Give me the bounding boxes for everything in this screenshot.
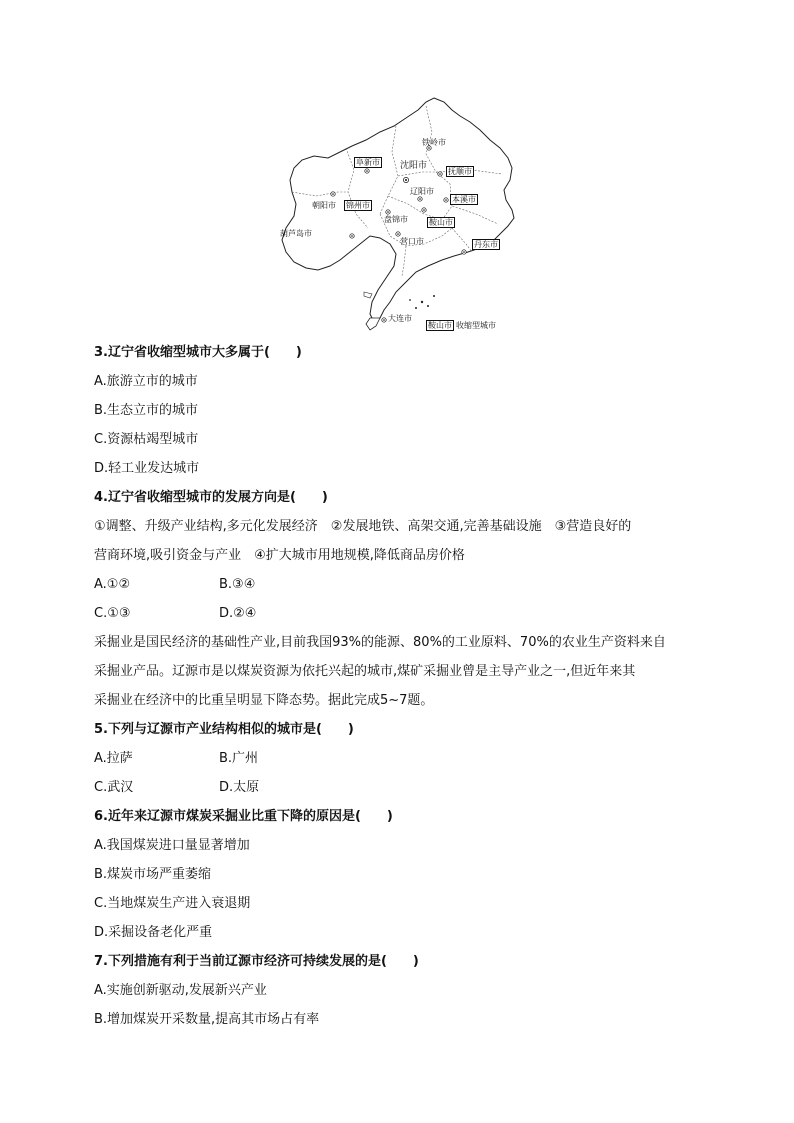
q4-options-line-1: ①调整、升级产业结构,多元化发展经济 ②发展地铁、高架交通,完善基础设施 ③营造良好的 bbox=[94, 519, 632, 534]
q4-option-a: A.①② bbox=[94, 577, 131, 592]
q5-option-c: C.武汉 bbox=[94, 780, 134, 795]
legend-box-sample: 鞍山市 bbox=[428, 321, 452, 330]
city-label-tieling: 铁岭市 bbox=[422, 138, 446, 147]
q5-option-a: A.拉萨 bbox=[94, 751, 133, 766]
q4-options-line-2: 营商环境,吸引资金与产业 ④扩大城市用地规模,降低商品房价格 bbox=[94, 548, 465, 563]
q5-choices-row-2 bbox=[94, 773, 704, 802]
q6-option-d: D.采掘设备老化严重 bbox=[94, 925, 213, 940]
q5-option-d: D.太原 bbox=[219, 780, 260, 795]
legend-label: 收缩型城市 bbox=[456, 321, 496, 330]
q4-option-d: D.②④ bbox=[219, 606, 257, 621]
q6-option-c: C.当地煤炭生产进入衰退期 bbox=[94, 896, 251, 911]
passage-line-3: 采掘业在经济中的比重呈明显下降态势。据此完成5~7题。 bbox=[94, 693, 434, 708]
map-legend bbox=[426, 320, 496, 331]
q6-option-b: B.煤炭市场严重萎缩 bbox=[94, 867, 212, 882]
city-label-fuxin: 阜新市 bbox=[356, 158, 380, 167]
liaoning-map bbox=[276, 96, 526, 336]
city-label-jinzhou: 锦州市 bbox=[346, 201, 370, 210]
q3-option-a: A.旅游立市的城市 bbox=[94, 374, 198, 389]
q3-stem: 3.辽宁省收缩型城市大多属于( ) bbox=[94, 345, 302, 360]
city-label-anshan: 鞍山市 bbox=[429, 218, 453, 227]
passage-line-1: 采掘业是国民经济的基础性产业,目前我国93%的能源、80%的工业原料、70%的农业生产资料来自 bbox=[94, 635, 666, 650]
reading-passage bbox=[94, 628, 704, 715]
q4-option-c: C.①③ bbox=[94, 606, 131, 621]
passage-line-2: 采掘业产品。辽源市是以煤炭资源为依托兴起的城市,煤矿采掘业曾是主导产业之一,但近年来其 bbox=[94, 664, 636, 679]
city-label-chaoyang: 朝阳市 bbox=[312, 201, 336, 210]
city-label-shenyang: 沈阳市 bbox=[400, 161, 428, 171]
q4-option-b: B.③④ bbox=[219, 577, 256, 592]
question-content bbox=[94, 338, 704, 1034]
city-label-fushun: 抚顺市 bbox=[448, 167, 472, 176]
city-label-yingkou: 营口市 bbox=[400, 237, 424, 246]
city-label-benxi: 本溪市 bbox=[452, 195, 476, 204]
q7-option-a: A.实施创新驱动,发展新兴产业 bbox=[94, 983, 267, 998]
q3-option-c: C.资源枯竭型城市 bbox=[94, 432, 199, 447]
q5-choices-row-1 bbox=[94, 744, 704, 773]
q5-stem: 5.下列与辽源市产业结构相似的城市是( ) bbox=[94, 722, 354, 737]
q7-stem: 7.下列措施有利于当前辽源市经济可持续发展的是( ) bbox=[94, 954, 419, 969]
city-label-liaoyang: 辽阳市 bbox=[410, 187, 434, 196]
city-label-dalian: 大连市 bbox=[388, 314, 412, 323]
q3-option-b: B.生态立市的城市 bbox=[94, 403, 199, 418]
q6-stem: 6.近年来辽源市煤炭采掘业比重下降的原因是( ) bbox=[94, 809, 393, 824]
q4-choices-row-1 bbox=[94, 570, 704, 599]
q4-stem: 4.辽宁省收缩型城市的发展方向是( ) bbox=[94, 490, 328, 505]
city-label-dandong: 丹东市 bbox=[474, 240, 498, 249]
q6-option-a: A.我国煤炭进口量显著增加 bbox=[94, 838, 250, 853]
city-label-panjin: 盘锦市 bbox=[384, 215, 408, 224]
city-label-huludao: 葫芦岛市 bbox=[280, 229, 312, 238]
q7-option-b: B.增加煤炭开采数量,提高其市场占有率 bbox=[94, 1012, 320, 1027]
q3-option-d: D.轻工业发达城市 bbox=[94, 461, 200, 476]
q4-choices-row-2 bbox=[94, 599, 704, 628]
q5-option-b: B.广州 bbox=[219, 751, 259, 766]
